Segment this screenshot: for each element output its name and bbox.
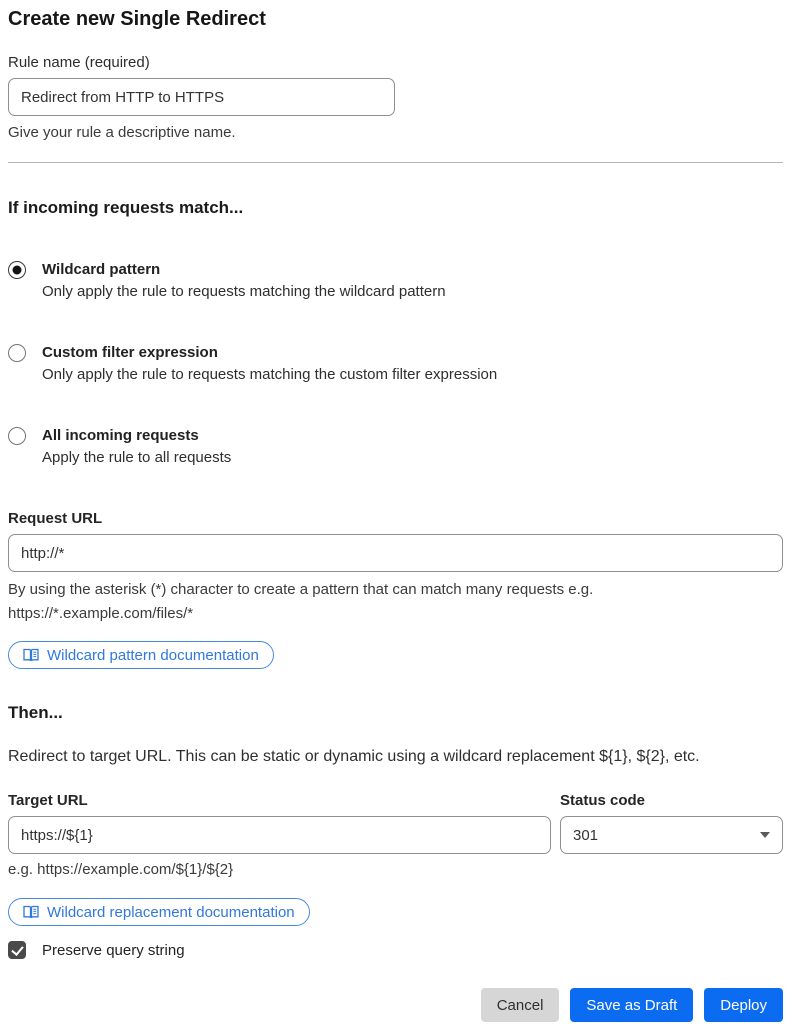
preserve-query-checkbox-row[interactable] [8, 941, 783, 959]
checkbox-icon[interactable] [8, 941, 26, 959]
rule-name-label: Rule name (required) [8, 54, 150, 71]
book-icon [23, 905, 39, 920]
then-description: Redirect to target URL. This can be static or dynamic using a wildcard replacement ${1}, ${2}, etc. [8, 748, 700, 765]
radio-option-custom-filter[interactable] [8, 342, 783, 386]
then-section-heading: Then... [8, 703, 63, 722]
radio-icon[interactable] [8, 344, 26, 362]
preserve-query-label: Preserve query string [42, 941, 185, 959]
match-section-heading: If incoming requests match... [8, 198, 244, 217]
chevron-down-icon [760, 832, 770, 838]
radio-option-wildcard-pattern[interactable] [8, 259, 783, 303]
radio-icon[interactable] [8, 427, 26, 445]
book-icon [23, 648, 39, 663]
radio-description: Only apply the rule to requests matching the custom filter expression [42, 366, 498, 383]
request-url-label: Request URL [8, 510, 103, 527]
radio-label: Custom filter expression [42, 344, 218, 361]
footer-actions [8, 988, 783, 1022]
rule-name-help: Give your rule a descriptive name. [8, 124, 236, 141]
cancel-button[interactable]: Cancel [481, 988, 560, 1022]
doc-button-label: Wildcard replacement documentation [47, 903, 295, 921]
request-url-help [8, 578, 783, 626]
wildcard-pattern-docs-button[interactable] [8, 641, 274, 669]
status-code-value: 301 [573, 826, 599, 844]
radio-label: Wildcard pattern [42, 261, 161, 278]
target-url-input[interactable] [8, 816, 551, 854]
doc-button-label: Wildcard pattern documentation [47, 646, 259, 664]
target-url-help: e.g. https://example.com/${1}/${2} [8, 861, 234, 878]
radio-label: All incoming requests [42, 427, 199, 444]
request-url-help-line2: https://*.example.com/files/* [8, 605, 194, 622]
radio-description: Apply the rule to all requests [42, 449, 232, 466]
section-divider [8, 162, 783, 163]
status-code-label: Status code [560, 792, 646, 809]
status-code-select[interactable] [560, 816, 783, 854]
target-url-label: Target URL [8, 792, 88, 809]
request-url-help-line1: By using the asterisk (*) character to create a pattern that can match many requests e.g. [8, 581, 594, 598]
wildcard-replacement-docs-button[interactable] [8, 898, 310, 926]
radio-description: Only apply the rule to requests matching the wildcard pattern [42, 283, 446, 300]
radio-icon[interactable] [8, 261, 26, 279]
deploy-button[interactable]: Deploy [704, 988, 783, 1022]
page-title: Create new Single Redirect [8, 8, 266, 30]
save-as-draft-button[interactable]: Save as Draft [570, 988, 693, 1022]
radio-option-all-requests[interactable] [8, 425, 783, 469]
rule-name-input[interactable] [8, 78, 395, 116]
request-url-input[interactable] [8, 534, 783, 572]
